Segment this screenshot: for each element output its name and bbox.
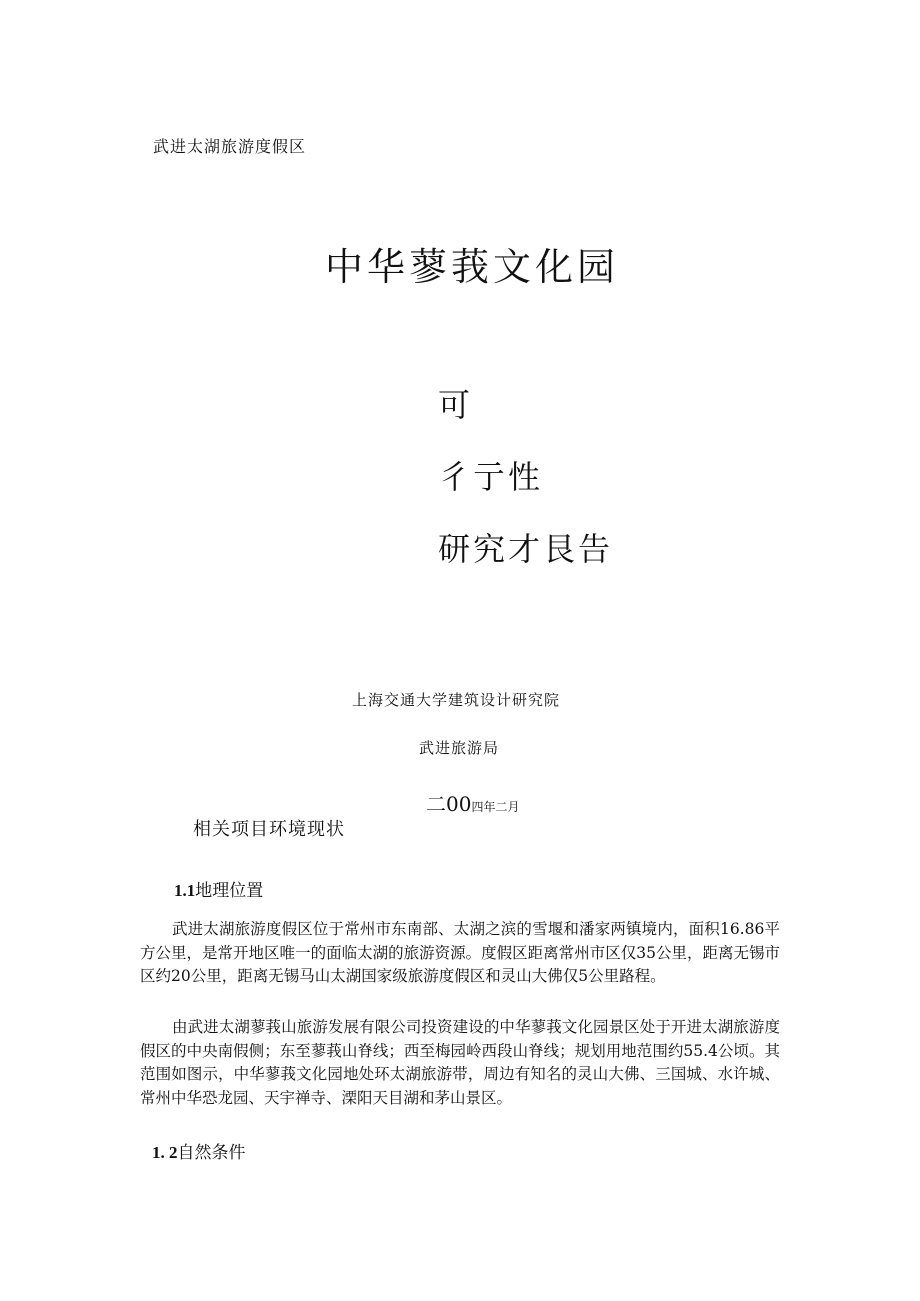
paragraph-location: 武进太湖旅游度假区位于常州市东南部、太湖之滨的雪堰和潘家两镇境内，面积16.86平方公里，是常开地区唯一的面临太湖的旅游资源。度假区距离常州市区仅35公里，距离无锡市区约20公里，距离无锡马山太湖国家级旅游度假区和灵山大佛仅5公里路程。 bbox=[140, 920, 780, 985]
document-title: 中华蓼莪文化园 bbox=[325, 245, 620, 289]
subsection-title: 地理位置 bbox=[195, 881, 264, 901]
subsection-heading-natural-conditions bbox=[152, 1138, 246, 1163]
document-kicker: 武进太湖旅游度假区 bbox=[153, 137, 307, 156]
co-author-organization: 武进旅游局 bbox=[419, 739, 500, 757]
subsection-title: 自然条件 bbox=[177, 1143, 246, 1163]
author-organization: 上海交通大学建筑设计研究院 bbox=[352, 691, 561, 709]
paragraph-scope: 由武进太湖蓼莪山旅游发展有限公司投资建设的中华蓼莪文化园景区处于开进太湖旅游度假区的中央南假侧；东至蓼莪山脊线；西至梅园岭西段山脊线；规划用地范围约55.4公顷。其范围如图示，中华蓼莪文化园地处环太湖旅游带，周边有知名的灵山大佛、三国城、水许城、常州中华恐龙园、天宇禅寺、溧阳天目湖和茅山景区。 bbox=[140, 1018, 780, 1107]
subsection-number: 1. 2 bbox=[152, 1143, 178, 1162]
section-title: 相关项目环境现状 bbox=[193, 819, 345, 840]
date-year: 二00 bbox=[426, 792, 472, 816]
subsection-number: 1.1 bbox=[174, 881, 196, 900]
date-month: 四年二月 bbox=[471, 800, 520, 814]
subtitle-line-3: 研究才艮告 bbox=[438, 530, 614, 568]
subtitle-line-2: 彳亍性 bbox=[438, 458, 544, 496]
subtitle-line-1: 可 bbox=[438, 386, 474, 424]
publication-date bbox=[426, 788, 519, 817]
subsection-heading-location bbox=[174, 876, 263, 901]
